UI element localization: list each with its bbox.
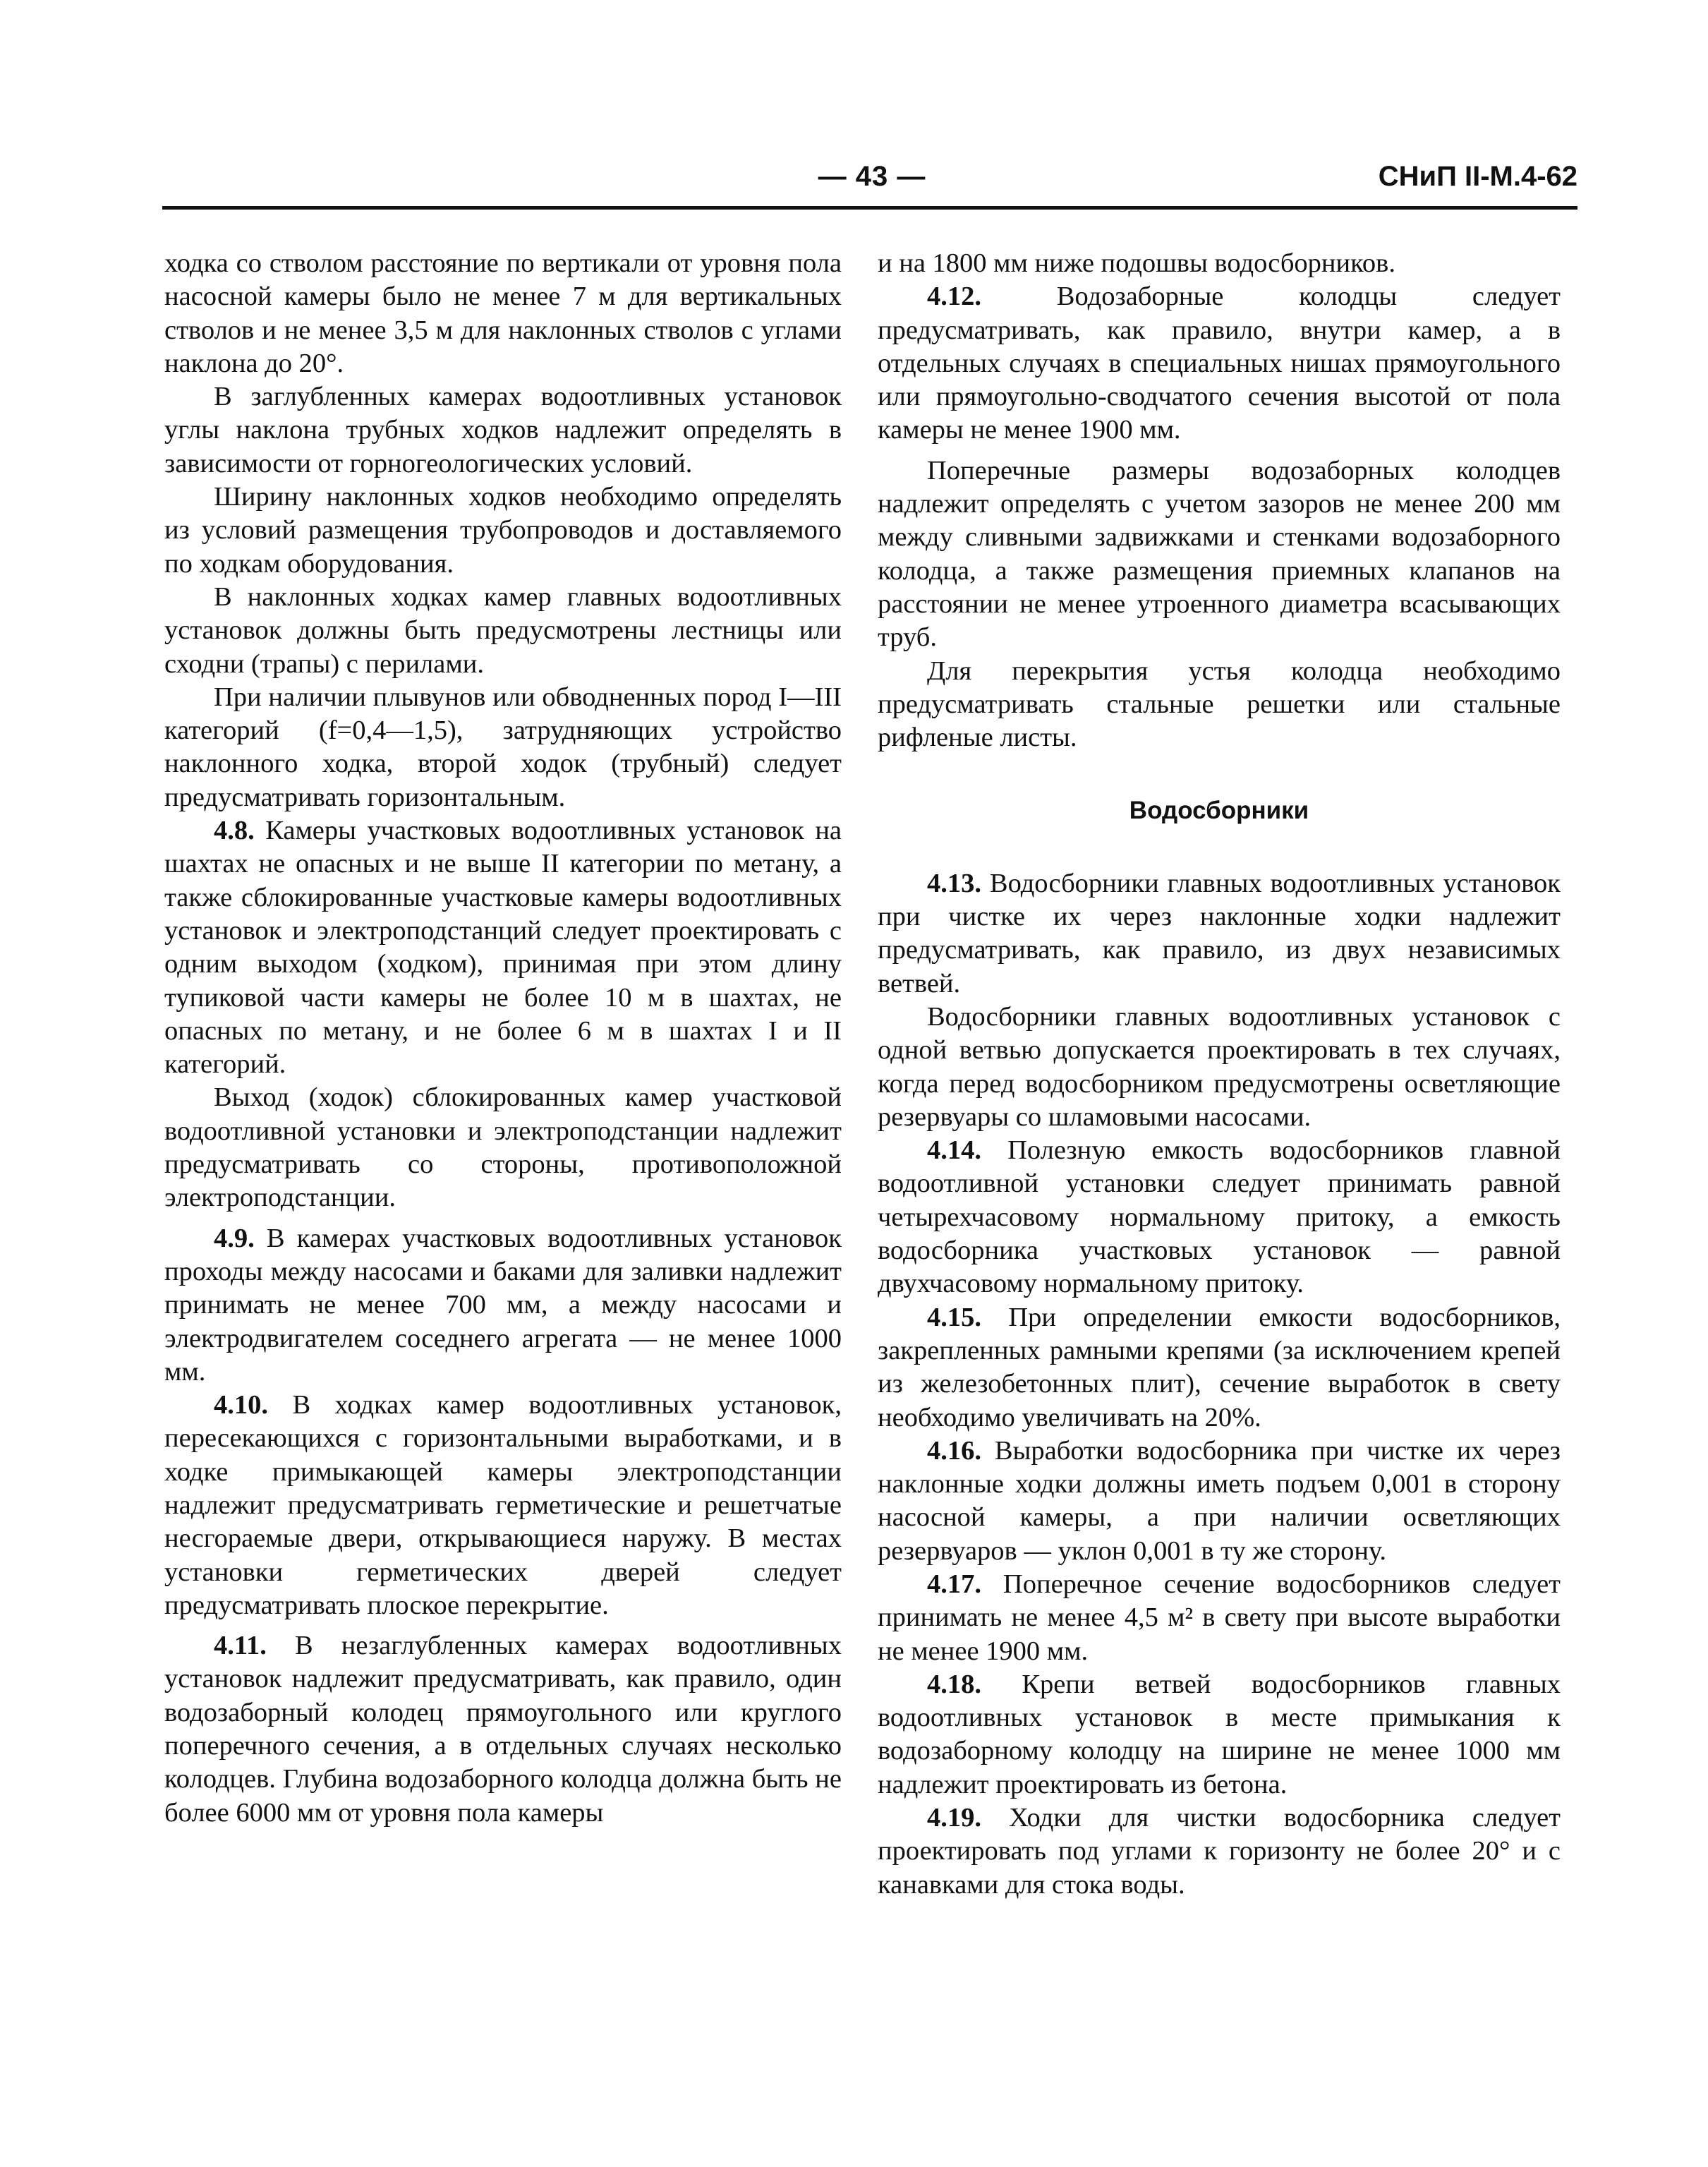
page-header xyxy=(166,161,1577,203)
paragraph: и на 1800 мм ниже подошвы водосборников. xyxy=(878,248,1395,278)
clause-number: 4.9. xyxy=(214,1223,255,1253)
clause-text: Полезную емкость водосборников главной водоотливной установки следует принимать равной четырехчасовому нормальному притоку, а емкость водосборника участковых установок — равной двухчасовому нормальному притоку. xyxy=(878,1135,1561,1299)
paragraph: Водосборники главных водоотливных установок с одной ветвью допускается проектировать в тех случаях, когда перед водосборником предусмотрены осветляющие резервуары со шламовыми насосами. xyxy=(878,1001,1561,1132)
clause-text: Водосборники главных водоотливных установок при чистке их через наклонные ходки надлежит предусматривать, как правило, из двух независимых ветвей. xyxy=(878,868,1561,998)
clause-text: В ходках камер водоотливных установок, пересекающихся с горизонтальными выработками, и в ходке примыкающей камеры электроподстанции надлежит предусматривать герметические и решетчатые несгораемые двери, открывающиеся наружу. В местах установки герметических дверей следует предусматривать плоское перекрытие. xyxy=(164,1390,842,1620)
clause-4-17 xyxy=(878,1568,1561,1668)
left-column xyxy=(164,247,842,1830)
document-code: СНиП II-М.4-62 xyxy=(1378,161,1577,192)
clause-number: 4.19. xyxy=(927,1803,981,1833)
header-rule xyxy=(162,206,1577,210)
clause-number: 4.15. xyxy=(927,1302,981,1332)
clause-text: В незаглубленных камерах водоотливных установок надлежит предусматривать, как правило, один водозаборный колодец прямоугольного или круглого поперечного сечения, а в отдельных случаях несколько колодцев. Глубина водозаборного колодца должна быть не более 6000 мм от уровня пола камеры xyxy=(164,1631,842,1828)
clause-4-12 xyxy=(878,280,1561,447)
paragraph: Выход (ходок) сблокированных камер участковой водоотливной установки и электроподстанции надлежит предусматривать со стороны, противоположной электроподстанции. xyxy=(164,1082,842,1213)
paragraph: В наклонных ходках камер главных водоотливных установок должны быть предусмотрены лестницы или сходни (трапы) с перилами. xyxy=(164,581,842,679)
clause-4-9 xyxy=(164,1222,842,1389)
clause-text: В камерах участковых водоотливных установок проходы между насосами и баками для заливки надлежит принимать не менее 700 мм, а между насосами и электродвигателем соседнего агрегата — не менее 1000 мм. xyxy=(164,1223,842,1387)
clause-4-16 xyxy=(878,1435,1561,1568)
clause-text: При определении емкости водосборников, закрепленных рамными крепями (за исключением крепей из железобетонных плит), сечение выработок в свету необходимо увеличивать на 20%. xyxy=(878,1302,1561,1432)
clause-number: 4.12. xyxy=(927,282,981,312)
paragraph: Поперечные размеры водозаборных колодцев надлежит определять с учетом зазоров не менее 200 мм между сливными задвижками и стенками водозаборного колодца, а также размещения приемных клапанов на расстоянии не менее утроенного диаметра всасывающих труб. xyxy=(878,455,1561,653)
clause-4-11 xyxy=(164,1629,842,1830)
clause-4-14 xyxy=(878,1134,1561,1300)
clause-4-19 xyxy=(878,1801,1561,1902)
clause-number: 4.14. xyxy=(927,1135,981,1166)
clause-4-8 xyxy=(164,814,842,1081)
clause-number: 4.11. xyxy=(214,1631,267,1661)
clause-number: 4.8. xyxy=(214,816,255,846)
section-title: Водосборники xyxy=(1129,797,1309,825)
right-column xyxy=(878,247,1561,1902)
clause-4-13 xyxy=(878,867,1561,1001)
paragraph: ходка со стволом расстояние по вертикали от уровня пола насосной камеры было не менее 7 м для вертикальных стволов и не менее 3,5 м для наклонных стволов с углами наклона до 20°. xyxy=(164,248,842,378)
clause-number: 4.13. xyxy=(927,868,981,898)
clause-text: Крепи ветвей водосборников главных водоотливных установок в месте примыкания к водозаборному колодцу на ширине не менее 1000 мм надлежит проектировать из бетона. xyxy=(878,1669,1561,1799)
clause-4-18 xyxy=(878,1668,1561,1801)
clause-text: Водозаборные колодцы следует предусматривать, как правило, внутри камер, а в отдельных случаях в специальных нишах прямоугольного или прямоугольно-сводчатого сечения высотой от пола камеры не менее 1900 мм. xyxy=(878,282,1561,445)
clause-text: Ходки для чистки водосборника следует проектировать под углами к горизонту не более 20° и с канавками для стока воды. xyxy=(878,1803,1561,1900)
clause-number: 4.18. xyxy=(927,1669,981,1699)
page-number: — 43 — xyxy=(818,161,926,192)
clause-text: Камеры участковых водоотливных установок на шахтах не опасных и не выше II категории по метану, а также сблокированные участковые камеры водоотливных установок и электроподстанций следует проектировать с одним выходом (ходком), принимая при этом длину тупиковой части камеры не более 10 м в шахтах, не опасных по метану, и не более 6 м в шахтах I и II категорий. xyxy=(164,816,842,1080)
clause-text: Поперечное сечение водосборников следует принимать не менее 4,5 м² в свету при высоте выработки не менее 1900 мм. xyxy=(878,1569,1561,1666)
clause-4-15 xyxy=(878,1301,1561,1435)
clause-number: 4.16. xyxy=(927,1435,981,1466)
clause-text: Выработки водосборника при чистке их через наклонные ходки должны иметь подъем 0,001 в сторону насосной камеры, а при наличии осветляющих резервуаров — уклон 0,001 в ту же сторону. xyxy=(878,1435,1561,1566)
paragraph: При наличии плывунов или обводненных пород I—III категорий (f=0,4—1,5), затрудняющих устройство наклонного ходка, второй ходок (трубный) следует предусматривать горизонтальным. xyxy=(164,682,842,812)
paragraph: Для перекрытия устья колодца необходимо предусматривать стальные решетки или стальные рифленые листы. xyxy=(878,656,1561,753)
paragraph: В заглубленных камерах водоотливных установок углы наклона трубных ходков надлежит определять в зависимости от горногеологических условий. xyxy=(164,382,842,478)
clause-number: 4.17. xyxy=(927,1569,981,1599)
clause-number: 4.10. xyxy=(214,1390,268,1420)
paragraph: Ширину наклонных ходков необходимо определять из условий размещения трубопроводов и доставляемого по ходкам оборудования. xyxy=(164,482,842,579)
clause-4-10 xyxy=(164,1389,842,1622)
